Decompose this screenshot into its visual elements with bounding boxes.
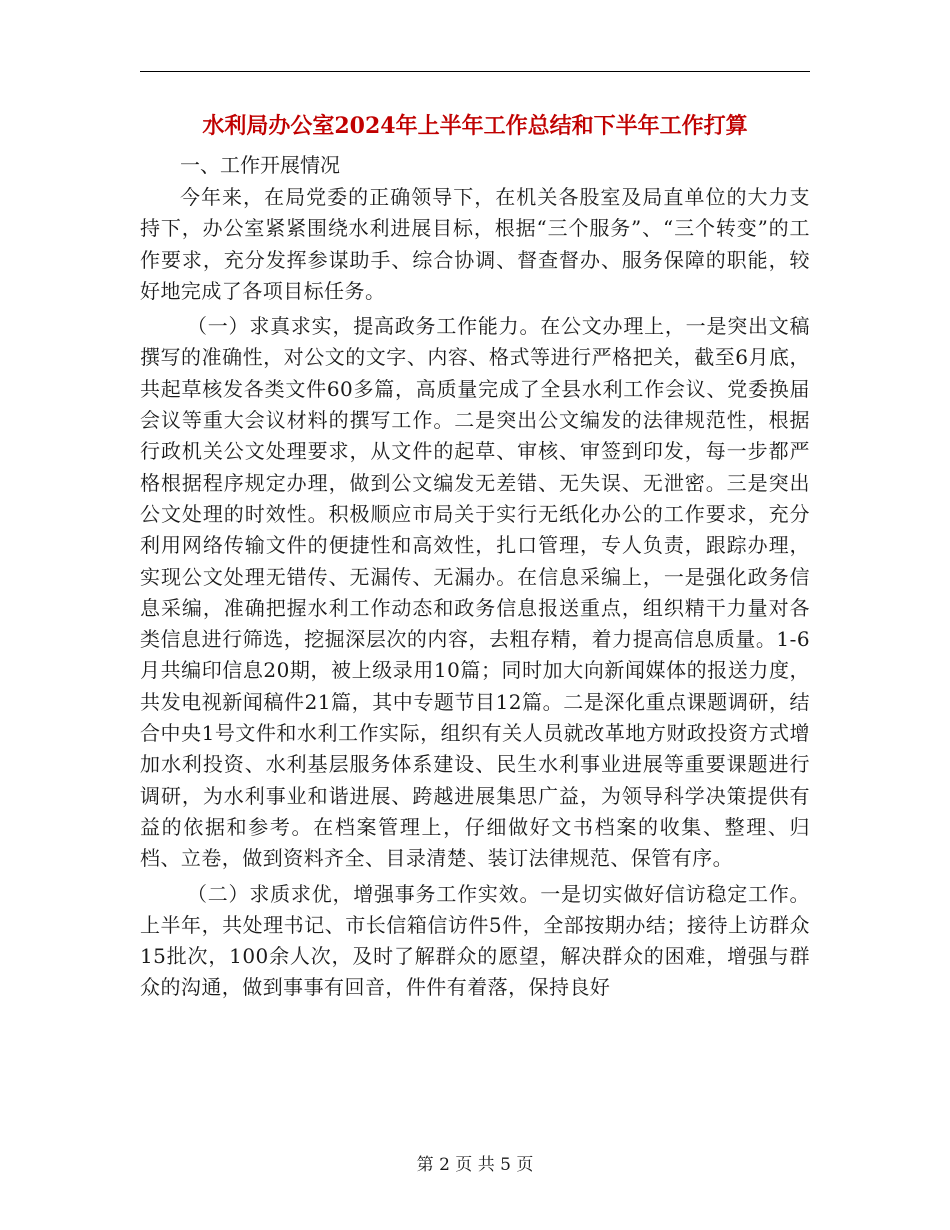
header-rule: [140, 71, 810, 72]
paragraph-affairs-work: （二）求质求优，增强事务工作实效。一是切实做好信访稳定工作。上半年，共处理书记、市长信箱信访件5件，全部按期办结；接待上访群众15批次，100余人次，及时了解群众的愿望，解决群众的困难，增强与群众的沟通，做到事事有回音，件件有着落，保持良好: [140, 881, 810, 1000]
paragraph-intro: 今年来，在局党委的正确领导下，在机关各股室及局直单位的大力支持下，办公室紧紧围绕水利进展目标，根据“三个服务”、“三个转变”的工作要求，充分发挥参谋助手、综合协调、督查督办、服务保障的职能，较好地完成了各项目标任务。: [140, 185, 810, 303]
section-heading: 一、工作开展情况: [180, 153, 340, 177]
document-title: 水利局办公室2024年上半年工作总结和下半年工作打算: [202, 113, 748, 139]
paragraph-government-affairs: （一）求真求实，提高政务工作能力。在公文办理上，一是突出文稿撰写的准确性，对公文的文字、内容、格式等进行严格把关，截至6月底，共起草核发各类文件60多篇，高质量完成了全县水利工作会议、党委换届会议等重大会议材料的撰写工作。二是突出公文编发的法律规范性，根据行政机关公文处理要求，从文件的起草、审核、审签到印发，每一步都严格根据程序规定办理，做到公文编发无差错、无失误、无泄密。三是突出公文处理的时效性。积极顺应市局关于实行无纸化办公的工作要求，充分利用网络传输文件的便捷性和高效性，扎口管理，专人负责，跟踪办理，实现公文处理无错传、无漏传、无漏办。在信息采编上，一是强化政务信息采编，准确把握水利工作动态和政务信息报送重点，组织精干力量对各类信息进行筛选，挖掘深层次的内容，去粗存精，着力提高信息质量。1-6月共编印信息20期，被上级录用10篇；同时加大向新闻媒体的报送力度，共发电视新闻稿件21篇，其中专题节目12篇。二是深化重点课题调研，结合中央1号文件和水利工作实际，组织有关人员就改革地方财政投资方式增加水利投资、水利基层服务体系建设、民生水利事业进展等重要课题进行调研，为水利事业和谐进展、跨越进展集思广益，为领导科学决策提供有益的依据和参考。在档案管理上，仔细做好文书档案的收集、整理、归档、立卷，做到资料齐全、目录清楚、装订法律规范、保管有序。: [140, 314, 810, 871]
document-body: [140, 150, 810, 1008]
page-number: 第 2 页 共 5 页: [416, 1155, 534, 1175]
